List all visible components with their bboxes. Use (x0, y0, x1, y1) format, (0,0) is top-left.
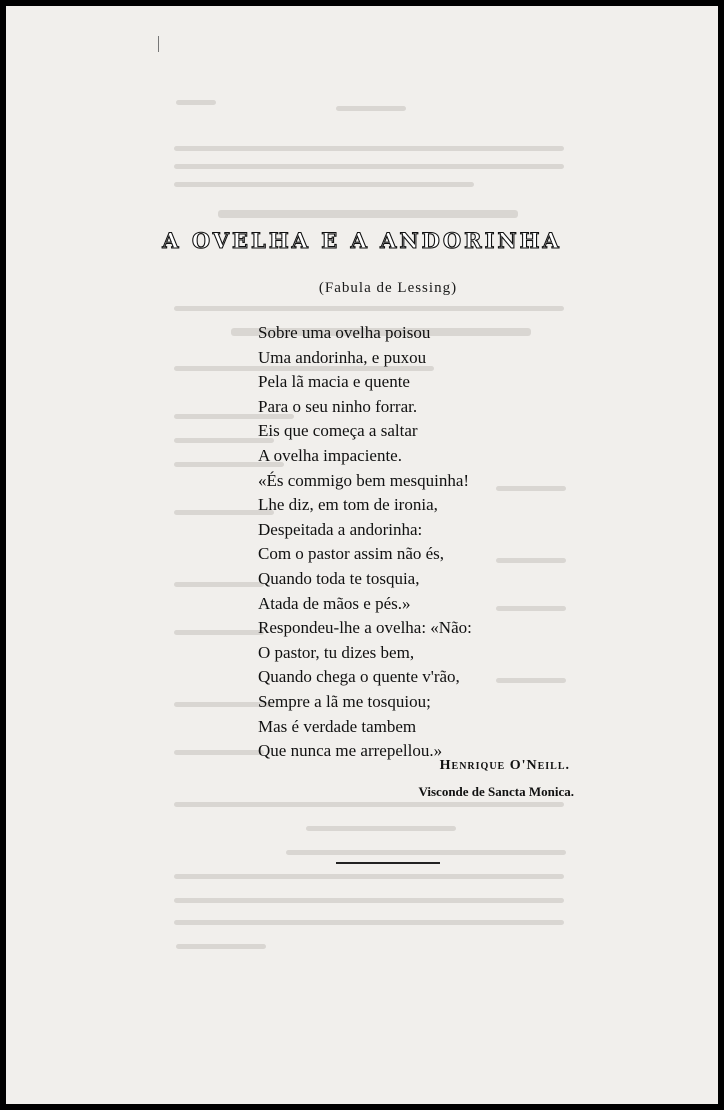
poem-line: Quando chega o quente v'rão, (258, 667, 460, 687)
poem-line: Sobre uma ovelha poisou (258, 323, 431, 342)
poem-line: Pela lã macia e quente (258, 372, 410, 392)
poem-line: Quando toda te tosquia, (258, 568, 420, 588)
poem-line: Sempre a lã me tosquiou; (258, 691, 431, 711)
poem-line: Com o pastor assim não és, (258, 544, 445, 564)
poem-subtitle: (Fabula de Lessing) (318, 280, 458, 296)
closing-rule (336, 862, 440, 864)
poem-title: A OVELHA E A ANDORINHA (162, 228, 562, 253)
poem-line: Uma andorinha, e puxou (258, 347, 427, 367)
poem-line: Atada de mãos e pés.» (258, 593, 411, 613)
poem-line: A ovelha impaciente. (258, 445, 402, 465)
author-title: Visconde de Sancta Monica. (418, 784, 574, 799)
poem-line: O pastor, tu dizes bem, (258, 642, 415, 662)
poem-line: Mas é verdade tambem (258, 716, 417, 736)
poem-line: Eis que começa a saltar (258, 421, 418, 441)
poem-line: Despeitada a andorinha: (258, 519, 423, 539)
document-page (6, 6, 718, 1104)
poem-body (258, 321, 472, 764)
author-name: Henrique O'Neill. (439, 758, 570, 773)
poem-line: Para o seu ninho forrar. (258, 396, 418, 416)
poem-line: Respondeu-lhe a ovelha: «Não: (258, 618, 472, 638)
poem-line: «És commigo bem mesquinha! (258, 470, 470, 490)
poem-line: Que nunca me arrepellou.» (258, 741, 443, 761)
poem-line: Lhe diz, em tom de ironia, (258, 495, 438, 515)
page-edge-mark (158, 36, 159, 52)
